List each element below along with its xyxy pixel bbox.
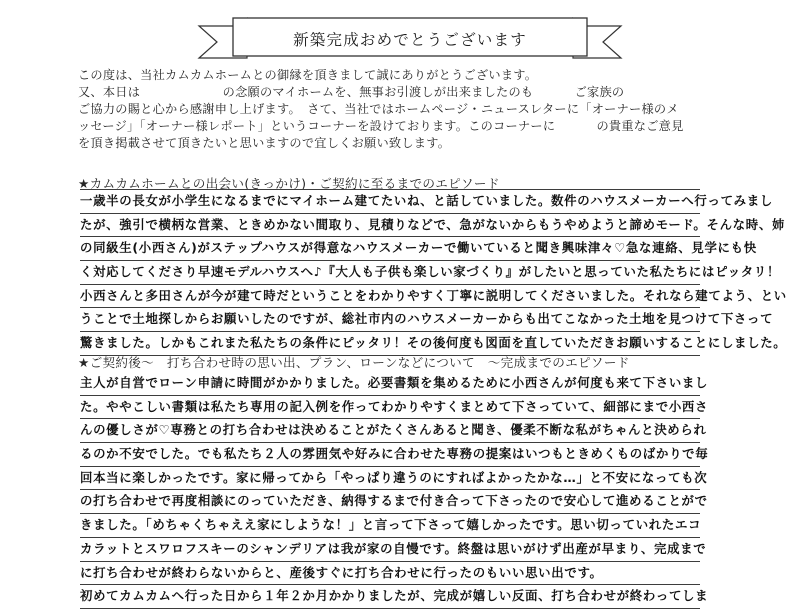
answer-line: の打ち合わせで再度相談にのっていただき、納得するまで付き合って下さったので安心して進めることがで — [80, 490, 700, 514]
answer-line: たが、強引で横柄な営業、ときめかない間取り、見積りなどで、急がないからもうやめようと諦めモード。そんな時、姉 — [80, 214, 700, 238]
intro-line: この度は、当社カムカムホームとの御縁を頂きまして誠にありがとうございます。 — [78, 68, 538, 82]
intro-paragraph — [78, 67, 778, 152]
answer-line: んの優しさが♡専務との打ち合わせは決めることがたくさんあると聞き、優柔不断な私がちゃんと決められ — [80, 419, 700, 443]
answer-line: 主人が自営でローン申請に時間がかかりました。必要書類を集めるために小西さんが何度も来て下さいまし — [80, 372, 700, 396]
section-heading-meeting: ★カムカムホームとの出会い(きっかけ)・ご契約に至るまでのエピソード — [78, 176, 500, 191]
answer-line: の同級生(小西さん)がステップハウスが得意なハウスメーカーで働いていると聞き興味津々♡急な連絡、見学にも快 — [80, 237, 700, 261]
answer-line: 初めてカムカムへ行った日から１年２か月かかりましたが、完成が嬉しい反面、打ち合わせが終わってしま — [80, 585, 700, 609]
answer-line: るのか不安でした。でも私たち２人の雰囲気や好みに合わせた専務の提案はいつもときめくものばかりで毎 — [80, 443, 700, 467]
title-ribbon-banner — [195, 4, 625, 66]
section-heading-after-contract: ★ご契約後～ 打ち合わせ時の思い出、プラン、ローンなどについて ～完成までのエピソード — [78, 355, 630, 370]
ruled-answer-box-meeting — [80, 189, 787, 356]
ruled-answer-box-after-contract — [80, 372, 709, 609]
answer-line: 一歳半の長女が小学生になるまでにマイホーム建てたいね、と話していました。数件のハウスメーカーへ行ってみまし — [80, 189, 700, 214]
intro-line: ッセージ」「オーナー様レポート」というコーナーを設けております。このコーナーに の貴重なご意見 — [78, 119, 684, 133]
intro-line: 又、本日は の念願のマイホームを、無事お引渡しが出来ましたのも ご家族の — [78, 85, 625, 99]
answer-line: く対応してくださり早速モデルハウスへ♪『大人も子供も楽しい家づくり』がしたいと思っていた私たちにはピッタリ！ — [80, 261, 700, 285]
banner-title: 新築完成おめでとうございます — [293, 31, 527, 49]
answer-line: カラットとスワロフスキーのシャンデリアは我が家の自慢です。終盤は思いがけず出産が早まり、完成まで — [80, 538, 700, 562]
answer-line: きました。「めちゃくちゃええ家にしような！」と言って下さって嬉しかったです。思い切っていれたエコ — [80, 514, 700, 538]
answer-line: に打ち合わせが終わらないからと、産後すぐに打ち合わせに行ったのもいい思い出です。 — [80, 562, 700, 586]
answer-line: 回本当に楽しかったです。家に帰ってから「やっぱり違うのにすればよかったかな…」と不安になっても次 — [80, 467, 700, 491]
answer-line: 小西さんと多田さんが今が建て時だということをわかりやすく丁寧に説明してくださいました。それなら建てよう、とい — [80, 285, 700, 309]
intro-line: を頂き掲載させて頂きたいと思いますので宜しくお願い致します。 — [78, 136, 451, 150]
answer-line: た。ややこしい書類は私たち専用の記入例を作ってわかりやすくまとめて下さっていて、細部にまで小西さ — [80, 396, 700, 420]
intro-line: ご協力の賜と心から感謝申し上げます。 さて、当社ではホームページ・ニュースレターに「オーナー様のメ — [78, 102, 679, 116]
answer-line: うことで土地探しからお願いしたのですが、総社市内のハウスメーカーからも出てこなかった土地を見つけて下さって — [80, 308, 700, 332]
answer-line: 驚きました。しかもこれまた私たちの条件にピッタリ！その後何度も図面を直していただきお願いすることにしました。 — [80, 332, 700, 356]
